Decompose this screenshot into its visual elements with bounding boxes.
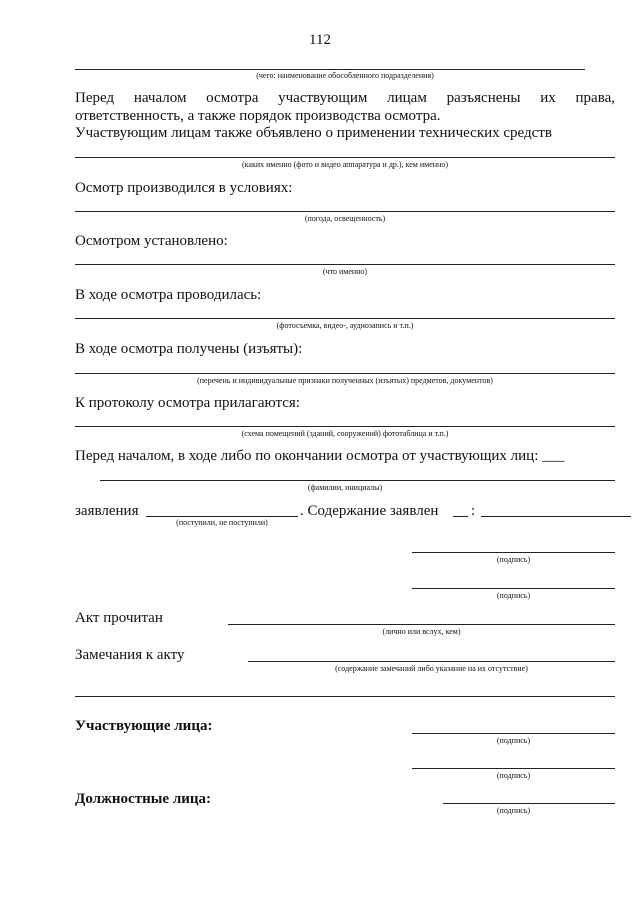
remarks-line-2 [75,696,615,697]
signature-line-1 [412,552,615,553]
remarks-line [248,661,615,662]
statements-content-label: . Содержание заявлен [300,503,439,519]
received-line [146,516,298,517]
participant-signature-line-1 [412,733,615,734]
obtained-line [75,373,615,374]
signature-line-2 [412,588,615,589]
statements-colon: : [471,503,476,519]
official-signature-line [443,803,615,804]
intro-line-1: Перед началом осмотра участвующим лицам разъяснены их права, [75,90,615,106]
conducted-line [75,318,615,319]
remarks-label: Замечания к акту [75,647,185,663]
conducted-label: В ходе осмотра проводилась: [75,287,262,303]
content-line [481,516,631,517]
statements-label: заявления [75,503,139,519]
official-signature-caption: (подпись) [496,806,531,815]
conditions-label: Осмотр производился в условиях: [75,180,293,196]
names-caption: (фамилии, инициалы) [307,483,383,492]
tech-means-line [75,157,615,158]
remarks-caption: (содержание замечаний либо указание на их отсутствие) [335,664,528,673]
participants-label: Участвующие лица: [75,718,213,734]
intro-line-2: ответственность, а также порядок производства осмотра. [75,108,441,124]
participant-signature-line-2 [412,768,615,769]
officials-label: Должностные лица: [75,791,212,807]
established-label: Осмотром установлено: [75,233,228,249]
act-read-line [228,624,615,625]
intro-line-3: Участвующим лицам также объявлено о применении технических средств [75,125,552,141]
names-line [100,480,615,481]
received-caption: (поступили, не поступили) [176,518,268,527]
subdivision-line [75,69,585,70]
participant-signature-caption-1: (подпись) [496,736,531,745]
conditions-caption: (погода, освещенность) [304,214,386,223]
act-read-label: Акт прочитан [75,610,163,626]
subdivision-caption: (чего: наименование обособленного подразделения) [256,71,434,80]
content-short-line [453,516,468,517]
attached-line [75,426,615,427]
tech-means-caption: (каких именно (фото и видео аппаратура и др.), кем именно) [242,160,448,169]
participant-signature-caption-2: (подпись) [496,771,531,780]
signature-caption-1: (подпись) [496,555,531,564]
statements-intro: Перед началом, в ходе либо по окончании осмотра от участвующих лиц: ___ [75,448,565,464]
page-number: 112 [309,32,331,48]
attached-label: К протоколу осмотра прилагаются: [75,395,300,411]
obtained-caption: (перечень и индивидуальные признаки полученных (изъятых) предметов, документов) [197,376,493,385]
conditions-line [75,211,615,212]
attached-caption: (схема помещений (зданий, сооружений) фототаблица и т.п.) [241,429,449,438]
established-line [75,264,615,265]
conducted-caption: (фотосъемка, видео-, аудиозапись и т.п.) [276,321,414,330]
act-read-caption: (лично или вслух, кем) [382,627,461,636]
signature-caption-2: (подпись) [496,591,531,600]
established-caption: (что именно) [322,267,368,276]
obtained-label: В ходе осмотра получены (изъяты): [75,341,303,357]
